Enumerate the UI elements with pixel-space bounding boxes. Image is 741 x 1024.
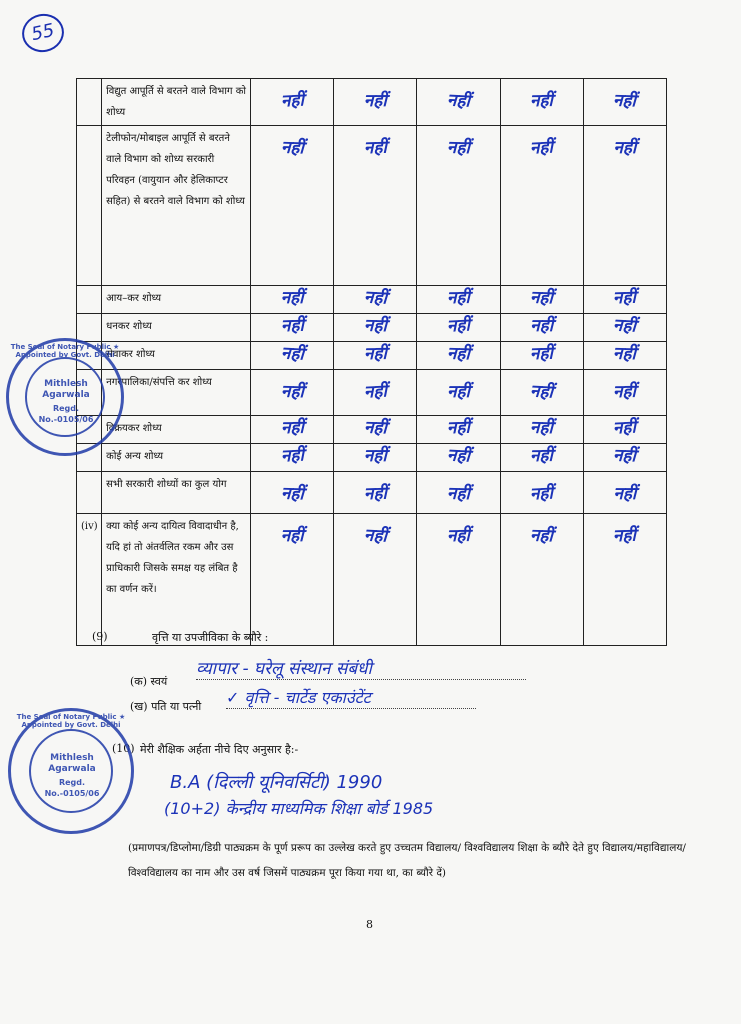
seal-regd: Regd. No.-0105/06	[38, 404, 94, 424]
education-line-2: (10+2) केन्द्रीय माध्यमिक शिक्षा बोर्ड 1985	[164, 799, 434, 818]
row-value-cell	[334, 314, 417, 342]
row-value-cell	[417, 79, 500, 126]
row-value-cell	[251, 314, 334, 342]
row-value-cell	[251, 514, 334, 646]
row-value-cell	[500, 286, 583, 314]
row-value-cell	[417, 286, 500, 314]
handwritten-value: नहीं	[446, 343, 471, 365]
row-value-cell	[251, 370, 334, 416]
handwritten-value: नहीं	[446, 483, 471, 505]
table-row	[77, 370, 667, 416]
handwritten-value: नहीं	[363, 137, 388, 159]
table-row	[77, 416, 667, 444]
handwritten-value: नहीं	[530, 90, 554, 112]
row-label: विद्युत आपूर्ति से बरतने वाले विभाग को शोध्य	[102, 79, 251, 126]
dues-table	[76, 78, 667, 646]
row-value-cell	[251, 342, 334, 370]
row-value-cell	[334, 472, 417, 514]
row-value-cell	[583, 444, 666, 472]
section-9-number: (9)	[92, 630, 108, 643]
table-row	[77, 472, 667, 514]
handwritten-value: नहीं	[613, 90, 637, 112]
handwritten-value: नहीं	[280, 137, 304, 159]
row-value-cell	[583, 314, 666, 342]
footnote: (प्रमाणपत्र/डिप्लोमा/डिग्री पाठ्यक्रम के पूर्ण प्ररूप का उल्लेख करते हुए उच्चतम विद्यालय/ विश्वविद्यालय शिक्षा के ब्यौरे देते हुए विद्यालय/महाविद्यालय/विश्वविद्यालय का नाम और उस वर्ष जिसमें पाठ्यक्रम पूरा किया गया था, का ब्यौरे दें)	[128, 842, 686, 879]
row-value-cell	[583, 472, 666, 514]
row-value-cell	[251, 416, 334, 444]
row-value-cell	[334, 514, 417, 646]
row-value-cell	[583, 370, 666, 416]
row-value-cell	[334, 416, 417, 444]
handwritten-value: नहीं	[613, 525, 637, 547]
row-value-cell	[583, 342, 666, 370]
table-row	[77, 314, 667, 342]
handwritten-value: नहीं	[280, 381, 304, 403]
row-value-cell	[417, 342, 500, 370]
row-serial: (iv)	[77, 514, 102, 646]
row-serial	[77, 314, 102, 342]
seal-ring-text: The Seal of Notary Public ★ Appointed by Govt. Delhi	[10, 343, 120, 359]
handwritten-value: नहीं	[529, 343, 554, 365]
notary-seal-bottom	[8, 708, 134, 834]
row-value-cell	[417, 370, 500, 416]
handwritten-value: नहीं	[613, 445, 637, 467]
row-label: टेलीफोन/मोबाइल आपूर्ति से बरतने वाले विभाग को शोध्य सरकारी परिवहन (वायुयान और हेलिकाप्टर सहित) से बरतने वाले विभाग को शोध्य	[102, 126, 251, 286]
page-number: 8	[366, 918, 373, 931]
row-label: कोई अन्य शोध्य	[102, 444, 251, 472]
handwritten-value: नहीं	[446, 137, 471, 159]
row-value-cell	[500, 514, 583, 646]
handwritten-value: नहीं	[612, 417, 637, 439]
row-value-cell	[583, 126, 666, 286]
row-value-cell	[500, 126, 583, 286]
handwritten-value: नहीं	[529, 525, 554, 547]
table-row	[77, 514, 667, 646]
row-value-cell	[334, 370, 417, 416]
handwritten-value: नहीं	[280, 445, 305, 467]
row-value-cell	[334, 79, 417, 126]
seal-regd-2: Regd. No.-0105/06	[44, 778, 100, 798]
row-value-cell	[251, 126, 334, 286]
handwritten-value: नहीं	[363, 525, 388, 547]
row-value-cell	[583, 79, 666, 126]
row-label: धनकर शोध्य	[102, 314, 251, 342]
row-label: आय–कर शोध्य	[102, 286, 251, 314]
handwritten-value: नहीं	[363, 91, 387, 111]
handwritten-value: नहीं	[280, 417, 304, 439]
handwritten-value: नहीं	[529, 137, 554, 159]
handwritten-value: नहीं	[280, 288, 304, 308]
row-value-cell	[334, 286, 417, 314]
row-value-cell	[583, 286, 666, 314]
table-row	[77, 79, 667, 126]
self-value: व्यापार - घरेलू संस्थान संबंधी	[196, 656, 526, 680]
seal-name: Mithlesh Agarwala	[42, 379, 90, 400]
handwritten-value: नहीं	[613, 484, 637, 504]
row-value-cell	[500, 472, 583, 514]
handwritten-value: नहीं	[280, 343, 305, 365]
table-row	[77, 126, 667, 286]
row-value-cell	[251, 444, 334, 472]
table-row	[77, 342, 667, 370]
row-value-cell	[500, 416, 583, 444]
row-label: नगरपालिका/संपत्ति कर शोध्य	[102, 370, 251, 416]
row-value-cell	[417, 472, 500, 514]
handwritten-value: नहीं	[363, 287, 388, 309]
self-label: (क) स्वयं	[130, 675, 168, 688]
row-label: विक्रयकर शोध्य	[102, 416, 251, 444]
handwritten-value: नहीं	[529, 381, 554, 403]
education-line-1: B.A (दिल्ली यूनिवर्सिटी) 1990	[170, 772, 383, 793]
spouse-label: (ख) पति या पत्नी	[130, 700, 202, 713]
handwritten-value: नहीं	[529, 287, 554, 309]
row-value-cell	[500, 342, 583, 370]
row-serial	[77, 126, 102, 286]
handwritten-value: नहीं	[446, 287, 471, 309]
handwritten-value: नहीं	[446, 417, 471, 439]
seal-ring-text-2: The Seal of Notary Public ★ Appointed by Govt. Delhi	[16, 713, 126, 729]
handwritten-value: नहीं	[363, 446, 387, 466]
section-9-title: वृत्ति या उपजीविका के ब्यौरे :	[152, 631, 269, 644]
handwritten-value: नहीं	[613, 287, 637, 309]
handwritten-value: नहीं	[530, 445, 554, 467]
row-value-cell	[500, 370, 583, 416]
handwritten-value: नहीं	[446, 315, 471, 337]
row-value-cell	[417, 444, 500, 472]
handwritten-value: नहीं	[612, 315, 637, 337]
row-value-cell	[251, 472, 334, 514]
table-row	[77, 444, 667, 472]
handwritten-value: नहीं	[613, 138, 637, 158]
handwritten-value: नहीं	[363, 483, 388, 505]
section-10-title: मेरी शैक्षिक अर्हता नीचे दिए अनुसार है:-	[140, 743, 299, 756]
row-label: सभी सरकारी शोध्यों का कुल योग	[102, 472, 251, 514]
row-value-cell	[500, 314, 583, 342]
handwritten-value: नहीं	[446, 525, 471, 547]
handwritten-value: नहीं	[446, 90, 471, 112]
section-10-number: (10)	[112, 742, 135, 755]
row-value-cell	[583, 416, 666, 444]
row-value-cell	[334, 126, 417, 286]
row-value-cell	[334, 342, 417, 370]
handwritten-value: नहीं	[447, 382, 470, 402]
row-label: क्या कोई अन्य दायित्व विवादाधीन है, यदि हां तो अंतर्वलित रकम और उस प्राधिकारी जिसके समक्ष यह लंबित है का वर्णन करें।	[102, 514, 251, 646]
row-value-cell	[417, 126, 500, 286]
handwritten-value: नहीं	[530, 417, 554, 439]
handwritten-value: नहीं	[363, 417, 388, 439]
row-value-cell	[334, 444, 417, 472]
row-serial	[77, 472, 102, 514]
spouse-value: ✓ वृत्ति - चार्टेड एकाउंटेंट	[226, 686, 476, 709]
row-value-cell	[251, 79, 334, 126]
handwritten-value: नहीं	[530, 316, 554, 336]
notary-seal-top	[6, 338, 124, 456]
row-value-cell	[500, 79, 583, 126]
table-row	[77, 286, 667, 314]
row-serial	[77, 79, 102, 126]
handwritten-value: नहीं	[446, 445, 471, 467]
row-serial	[77, 286, 102, 314]
row-value-cell	[583, 514, 666, 646]
handwritten-value: नहीं	[363, 343, 387, 365]
handwritten-value: नहीं	[613, 343, 637, 365]
row-value-cell	[500, 444, 583, 472]
row-value-cell	[417, 514, 500, 646]
handwritten-value: नहीं	[280, 483, 304, 505]
handwritten-value: नहीं	[280, 526, 304, 546]
page-mark-circle: 55	[19, 10, 68, 56]
row-value-cell	[417, 314, 500, 342]
seal-name-2: Mithlesh Agarwala	[48, 753, 96, 774]
row-value-cell	[251, 286, 334, 314]
handwritten-value: नहीं	[363, 315, 387, 337]
handwritten-value: नहीं	[363, 381, 388, 403]
handwritten-value: नहीं	[529, 483, 554, 505]
handwritten-value: नहीं	[280, 90, 305, 112]
handwritten-value: नहीं	[613, 381, 637, 403]
handwritten-value: नहीं	[280, 315, 304, 337]
row-label: सेवाकर शोध्य	[102, 342, 251, 370]
row-value-cell	[417, 416, 500, 444]
